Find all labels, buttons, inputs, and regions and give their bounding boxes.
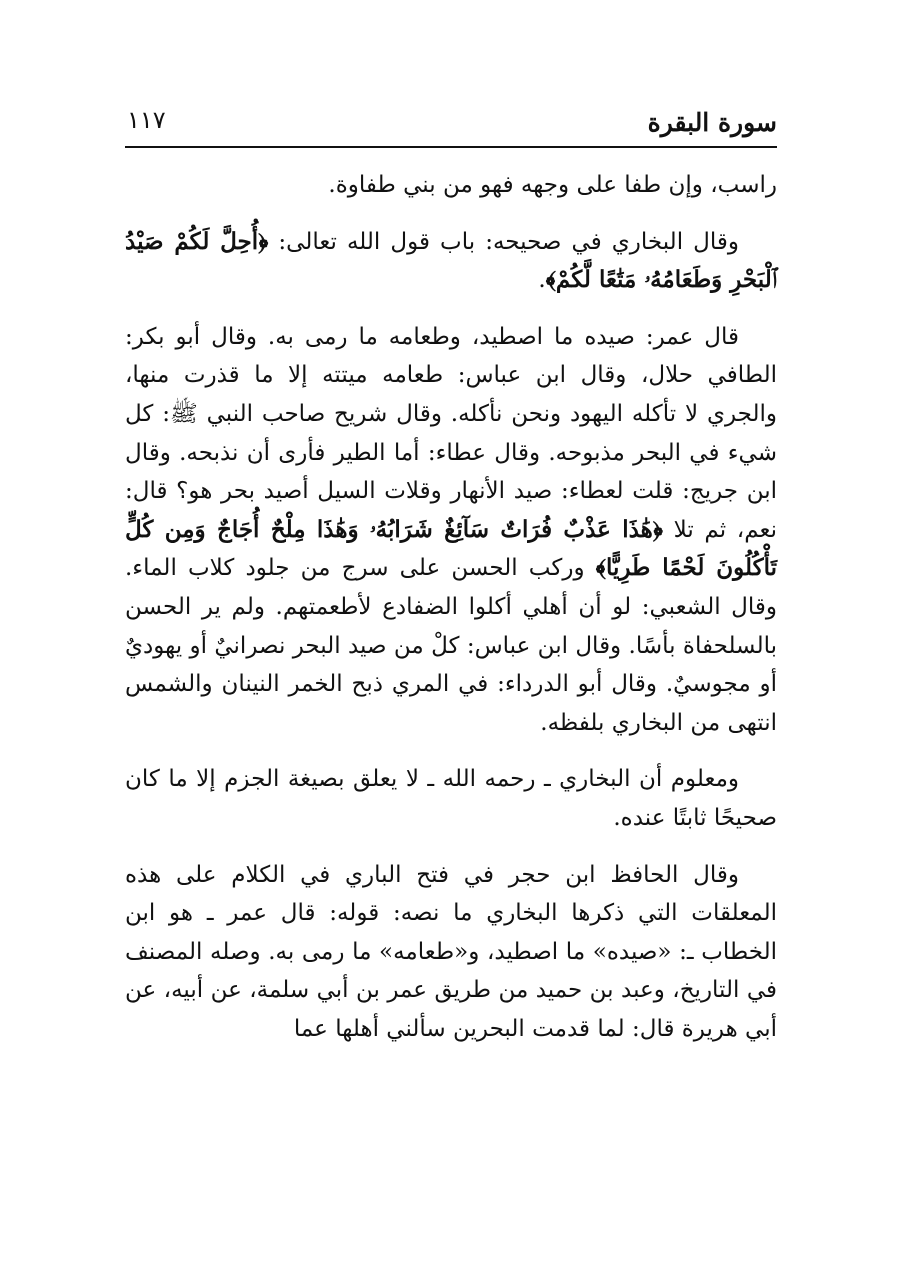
surah-title: سورة البقرة (647, 108, 777, 137)
paragraph-companion-sayings (125, 318, 777, 743)
quran-verse: ﴿هَٰذَا عَذْبٌ فُرَاتٌ سَآئِغٌ شَرَابُهُۥ وَهَٰذَا مِلْحٌ أُجَاجٌ وَمِن كُلٍّ تَأْكُلُونَ لَحْمًا طَرِيًّا﴾ (125, 515, 778, 582)
page-header (125, 102, 777, 148)
quran-verse: ﴿أُحِلَّ لَكُمْ صَيْدُ ٱلْبَحْرِ وَطَعَامُهُۥ مَتَٰعًا لَّكُمْ﴾ (125, 227, 777, 294)
paragraph-text: وقال البخاري في صحيحه: باب قول الله تعالى: (268, 228, 739, 255)
paragraph-ibn-hajar: وقال الحافظ ابن حجر في فتح الباري في الكلام على هذه المعلقات التي ذكرها البخاري ما نصه: قوله: قال عمر ـ هو ابن الخطاب ـ: «صيده» ما اصطيد، و«طعامه» ما رمى به. وصله المصنف في التاريخ، وعبد بن حميد من طريق عمر بن أبي سلمة، عن أبيه، عن أبي هريرة قال: لما قدمت البحرين سألني أهلها عما (125, 861, 777, 1042)
page-number: ١١٧ (127, 106, 166, 134)
paragraph-continuation: راسب، وإن طفا على وجهه فهو من بني طفاوة. (328, 172, 777, 198)
paragraph-text: وركب الحسن على سرج من جلود كلاب الماء. وقال الشعبي: لو أن أهلي أكلوا الضفادع لأطعمتهم. ولم ير الحسن بالسلحفاة بأسًا. وقال ابن عباس: كلْ من صيد البحر نصرانيٌ أو يهوديٌ أو مجوسيٌ. وقال أبو الدرداء: في المري ذبح الخمر النينان والشمس انتهى من البخاري بلفظه. (125, 555, 777, 736)
paragraph-text: قال عمر: صيده ما اصطيد، وطعامه ما رمى به. وقال أبو بكر: الطافي حلال، وقال ابن عباس: طعامه ميتته إلا ما قذرت منها، والجري لا تأكله اليهود ونحن نأكله. وقال شريح صاحب النبي ﷺ: كل شيء في البحر مذبوحه. وقال عطاء: أما الطير فأرى أن نذبحه. وقال ابن جريج: قلت لعطاء: صيد الأنهار وقلات السيل أصيد بحر هو؟ قال: نعم، ثم تلا (125, 323, 778, 543)
paragraph-text: . (538, 267, 546, 294)
main-text (125, 166, 777, 1066)
paragraph-bukhari-note: ومعلوم أن البخاري ـ رحمه الله ـ لا يعلق بصيغة الجزم إلا ما كان صحيحًا ثابتًا عنده. (125, 766, 777, 831)
paragraph-bukhari-chapter (125, 223, 777, 300)
